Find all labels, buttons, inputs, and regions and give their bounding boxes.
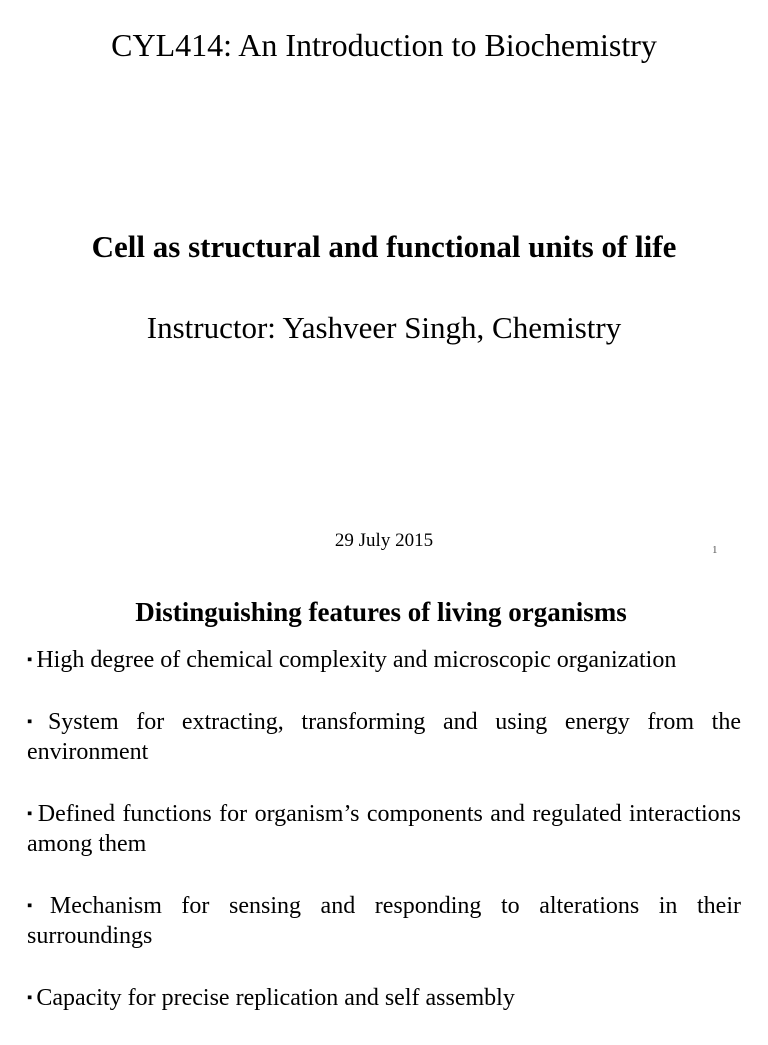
features-slide [0, 576, 768, 1024]
list-item [27, 891, 741, 951]
list-item [27, 799, 741, 859]
list-item [27, 983, 741, 1013]
features-title: Distinguishing features of living organisms [135, 597, 627, 627]
bullet-icon: ▪ [27, 806, 34, 822]
list-item [27, 707, 741, 767]
lecture-date: 29 July 2015 [334, 530, 434, 551]
instructor-line: Instructor: Yashveer Singh, Chemistry [146, 310, 622, 345]
bullet-icon: ▪ [27, 990, 33, 1006]
feature-text: System for extracting, transforming and using energy from the environment [27, 709, 741, 765]
feature-text: Defined functions for organism’s components and regulated interactions among them [27, 801, 741, 857]
lecture-title: Cell as structural and functional units of life [91, 229, 677, 264]
feature-text: Mechanism for sensing and responding to alterations in their surroundings [27, 893, 741, 949]
feature-text: High degree of chemical complexity and microscopic organization [36, 647, 677, 673]
page-number: 1 [712, 544, 718, 556]
bullet-icon: ▪ [27, 652, 33, 668]
feature-text: Capacity for precise replication and self assembly [36, 985, 515, 1011]
list-item [27, 645, 741, 675]
features-list [27, 645, 741, 1045]
bullet-icon: ▪ [27, 714, 44, 730]
course-title: CYL414: An Introduction to Biochemistry [111, 27, 657, 63]
bullet-icon: ▪ [27, 898, 46, 914]
